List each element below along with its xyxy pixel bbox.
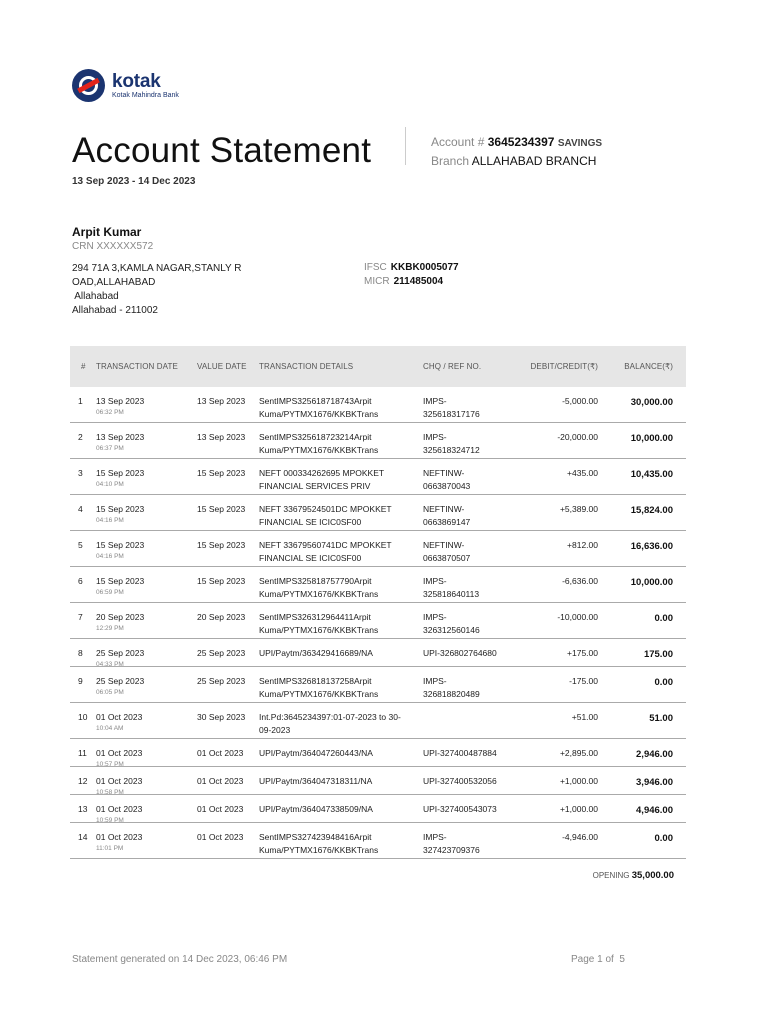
row-ref-line: 325818640113 xyxy=(423,588,480,599)
row-time: 04:16 PM xyxy=(96,516,124,524)
row-transaction-date xyxy=(96,495,197,530)
row-value-date: 13 Sep 2023 xyxy=(197,432,246,442)
row-amount: -20,000.00 xyxy=(557,432,598,442)
row-amount: -6,636.00 xyxy=(562,576,598,586)
row-time: 11:01 PM xyxy=(96,844,124,852)
row-details-line: Kuma/PYTMX1676/KKBKTrans xyxy=(259,624,379,635)
row-amount: +1,000.00 xyxy=(559,776,598,786)
row-transaction-date xyxy=(96,823,197,858)
row-details-line: Kuma/PYTMX1676/KKBKTrans xyxy=(259,408,379,419)
row-details-line: Kuma/PYTMX1676/KKBKTrans xyxy=(259,844,379,855)
row-index: 4 xyxy=(78,504,83,514)
row-amount: +2,895.00 xyxy=(559,748,598,758)
page-title: Account Statement xyxy=(72,131,372,170)
row-index: 10 xyxy=(78,712,88,722)
row-time: 06:37 PM xyxy=(96,444,124,452)
table-row xyxy=(70,667,686,703)
row-transaction-date xyxy=(96,795,197,822)
micr-info xyxy=(364,276,443,287)
row-value-date: 15 Sep 2023 xyxy=(197,504,246,514)
row-details-line: Kuma/PYTMX1676/KKBKTrans xyxy=(259,688,379,699)
header-balance: BALANCE(₹) xyxy=(624,362,673,371)
row-balance: 2,946.00 xyxy=(636,749,673,760)
row-ref-line: UPI-327400543073 xyxy=(423,804,497,814)
row-date: 15 Sep 2023 xyxy=(96,540,145,550)
row-value-date: 20 Sep 2023 xyxy=(197,612,246,622)
row-ref-line: IMPS- xyxy=(423,396,447,406)
row-amount: +175.00 xyxy=(567,648,598,658)
table-row xyxy=(70,567,686,603)
table-row xyxy=(70,639,686,667)
row-index: 5 xyxy=(78,540,83,550)
row-ref-line: 325618317176 xyxy=(423,408,480,419)
row-amount: +812.00 xyxy=(567,540,598,550)
row-ref xyxy=(423,603,527,638)
row-details xyxy=(259,603,423,638)
row-details xyxy=(259,667,423,702)
row-index: 11 xyxy=(78,748,87,758)
row-transaction-date xyxy=(96,567,197,602)
ifsc-info xyxy=(364,262,459,273)
row-details-line: Int.Pd:3645234397:01-07-2023 to 30- xyxy=(259,712,401,722)
row-date: 01 Oct 2023 xyxy=(96,712,143,722)
row-ref-line: UPI-327400532056 xyxy=(423,776,497,786)
row-details xyxy=(259,387,423,422)
row-ref xyxy=(423,639,527,666)
row-balance: 10,435.00 xyxy=(630,469,673,480)
customer-crn: CRN XXXXXX572 xyxy=(72,241,154,252)
row-details xyxy=(259,495,423,530)
ifsc-code: KKBK0005077 xyxy=(390,262,459,273)
row-ref xyxy=(423,667,527,702)
account-info xyxy=(431,135,602,149)
row-details xyxy=(259,795,423,822)
row-details-line: SentIMPS325618723214Arpit xyxy=(259,432,372,442)
table-body xyxy=(70,387,686,859)
row-balance: 175.00 xyxy=(643,649,673,660)
row-time: 04:33 PM xyxy=(96,660,124,668)
row-date: 01 Oct 2023 xyxy=(96,748,143,758)
row-details-line: UPI/Paytm/364047338509/NA xyxy=(259,804,373,814)
row-details xyxy=(259,739,423,766)
row-ref xyxy=(423,531,527,566)
row-transaction-date xyxy=(96,703,197,738)
row-date: 15 Sep 2023 xyxy=(96,576,145,586)
header-divider xyxy=(405,127,406,165)
kotak-logo-icon xyxy=(72,69,105,102)
row-value-date: 30 Sep 2023 xyxy=(197,712,246,722)
row-ref-line: IMPS- xyxy=(423,676,447,686)
row-date: 15 Sep 2023 xyxy=(96,468,145,478)
ifsc-label: IFSC xyxy=(364,262,387,273)
row-value-date: 25 Sep 2023 xyxy=(197,648,246,658)
row-balance: 4,946.00 xyxy=(636,805,673,816)
row-amount: -4,946.00 xyxy=(562,832,598,842)
row-transaction-date xyxy=(96,603,197,638)
row-transaction-date xyxy=(96,387,197,422)
row-ref-line: 327423709376 xyxy=(423,844,480,855)
row-time: 06:32 PM xyxy=(96,408,124,416)
row-time: 06:05 PM xyxy=(96,688,124,696)
address-line: OAD,ALLAHABAD xyxy=(72,277,156,288)
branch-name: ALLAHABAD BRANCH xyxy=(471,154,597,168)
row-ref-line: 325618324712 xyxy=(423,444,480,455)
table-row xyxy=(70,423,686,459)
table-row xyxy=(70,495,686,531)
row-date: 25 Sep 2023 xyxy=(96,676,145,686)
row-value-date: 15 Sep 2023 xyxy=(197,540,246,550)
row-index: 13 xyxy=(78,804,88,814)
row-details-line: SentIMPS325618718743Arpit xyxy=(259,396,372,406)
row-balance: 0.00 xyxy=(654,613,673,624)
header-details: TRANSACTION DETAILS xyxy=(259,362,354,371)
row-details xyxy=(259,823,423,858)
row-value-date: 15 Sep 2023 xyxy=(197,468,246,478)
table-row xyxy=(70,739,686,767)
row-transaction-date xyxy=(96,667,197,702)
row-time: 06:59 PM xyxy=(96,588,124,596)
account-number: 3645234397 xyxy=(487,135,555,149)
row-transaction-date xyxy=(96,531,197,566)
row-details-line: 09-2023 xyxy=(259,724,291,735)
address-line: Allahabad - 211002 xyxy=(72,305,158,316)
row-details-line: UPI/Paytm/364047318311/NA xyxy=(259,776,373,786)
branch-label: Branch xyxy=(431,154,470,168)
row-date: 13 Sep 2023 xyxy=(96,432,145,442)
branch-info xyxy=(431,154,596,168)
row-details-line: UPI/Paytm/364047260443/NA xyxy=(259,748,373,758)
row-ref xyxy=(423,459,527,494)
row-details xyxy=(259,703,423,738)
row-ref-line: 326312560146 xyxy=(423,624,480,635)
row-ref-line: IMPS- xyxy=(423,832,447,842)
header-ref: CHQ / REF NO. xyxy=(423,362,482,371)
row-ref xyxy=(423,823,527,858)
row-details-line: FINANCIAL SERVICES PRIV xyxy=(259,480,371,491)
row-time: 10:04 AM xyxy=(96,724,124,732)
row-details-line: Kuma/PYTMX1676/KKBKTrans xyxy=(259,444,379,455)
row-details-line: Kuma/PYTMX1676/KKBKTrans xyxy=(259,588,379,599)
account-label: Account # xyxy=(431,135,485,149)
row-value-date: 01 Oct 2023 xyxy=(197,804,244,814)
row-value-date: 01 Oct 2023 xyxy=(197,776,244,786)
row-details-line: NEFT 000334262695 MPOKKET xyxy=(259,468,385,478)
row-transaction-date xyxy=(96,423,197,458)
row-time: 10:59 PM xyxy=(96,816,124,824)
row-ref-line: 0663870043 xyxy=(423,480,471,491)
table-row xyxy=(70,767,686,795)
row-ref xyxy=(423,567,527,602)
row-details-line: FINANCIAL SE ICIC0SF00 xyxy=(259,516,362,527)
row-date: 01 Oct 2023 xyxy=(96,804,143,814)
row-balance: 10,000.00 xyxy=(630,577,673,588)
row-index: 14 xyxy=(78,832,88,842)
table-row xyxy=(70,387,686,423)
row-value-date: 13 Sep 2023 xyxy=(197,396,246,406)
row-time: 10:57 PM xyxy=(96,760,124,768)
table-header xyxy=(70,346,686,387)
row-ref-line: 0663869147 xyxy=(423,516,471,527)
row-balance: 0.00 xyxy=(654,833,673,844)
row-balance: 0.00 xyxy=(654,677,673,688)
row-ref-line: UPI-326802764680 xyxy=(423,648,497,658)
row-balance: 10,000.00 xyxy=(630,433,673,444)
row-value-date: 25 Sep 2023 xyxy=(197,676,246,686)
row-amount: -5,000.00 xyxy=(562,396,598,406)
row-ref-line: 0663870507 xyxy=(423,552,471,563)
table-row xyxy=(70,703,686,739)
row-details-line: FINANCIAL SE ICIC0SF00 xyxy=(259,552,362,563)
row-amount: +1,000.00 xyxy=(559,804,598,814)
row-time: 04:16 PM xyxy=(96,552,124,560)
row-amount: -10,000.00 xyxy=(557,612,598,622)
account-type: SAVINGS xyxy=(557,138,603,149)
header-transaction-date: TRANSACTION DATE xyxy=(96,362,178,371)
row-index: 2 xyxy=(78,432,83,442)
row-details xyxy=(259,567,423,602)
row-balance: 30,000.00 xyxy=(630,397,673,408)
statement-period: 13 Sep 2023 - 14 Dec 2023 xyxy=(72,176,196,187)
row-date: 20 Sep 2023 xyxy=(96,612,145,622)
transactions-table xyxy=(70,346,686,859)
row-details xyxy=(259,459,423,494)
row-amount: +51.00 xyxy=(571,712,598,722)
row-ref-line: NEFTINW- xyxy=(423,504,465,514)
customer-address xyxy=(72,262,242,318)
row-transaction-date xyxy=(96,459,197,494)
page-indicator: Page 1 of 5 xyxy=(571,954,625,965)
row-balance: 15,824.00 xyxy=(630,505,673,516)
row-balance: 16,636.00 xyxy=(630,541,673,552)
address-line: Allahabad xyxy=(72,291,119,302)
row-index: 6 xyxy=(78,576,83,586)
opening-label: OPENING xyxy=(592,871,630,880)
opening-amount: 35,000.00 xyxy=(631,870,674,881)
row-details xyxy=(259,423,423,458)
row-time: 04:10 PM xyxy=(96,480,124,488)
row-details-line: SentIMPS325818757790Arpit xyxy=(259,576,372,586)
row-index: 3 xyxy=(78,468,83,478)
row-amount: -175.00 xyxy=(569,676,598,686)
table-row xyxy=(70,459,686,495)
row-index: 9 xyxy=(78,676,83,686)
row-ref-line: IMPS- xyxy=(423,432,447,442)
row-details-line: SentIMPS326312964411Arpit xyxy=(259,612,371,622)
micr-code: 211485004 xyxy=(393,276,444,287)
row-details-line: NEFT 33679560741DC MPOKKET xyxy=(259,540,392,550)
row-date: 13 Sep 2023 xyxy=(96,396,145,406)
row-ref xyxy=(423,767,527,794)
row-ref xyxy=(423,423,527,458)
row-index: 7 xyxy=(78,612,83,622)
row-ref xyxy=(423,495,527,530)
row-ref xyxy=(423,739,527,766)
row-ref-line: NEFTINW- xyxy=(423,468,465,478)
row-details-line: SentIMPS326818137258Arpit xyxy=(259,676,372,686)
row-value-date: 15 Sep 2023 xyxy=(197,576,246,586)
row-details-line: NEFT 33679524501DC MPOKKET xyxy=(259,504,392,514)
row-ref xyxy=(423,703,527,738)
row-date: 01 Oct 2023 xyxy=(96,832,143,842)
row-value-date: 01 Oct 2023 xyxy=(197,832,244,842)
row-ref-line: 326818820489 xyxy=(423,688,480,699)
row-details xyxy=(259,531,423,566)
row-details-line: UPI/Paytm/363429416689/NA xyxy=(259,648,373,658)
bank-logo xyxy=(72,68,179,102)
row-time: 10:58 PM xyxy=(96,788,124,796)
bank-name: kotak xyxy=(112,70,161,92)
row-date: 01 Oct 2023 xyxy=(96,776,143,786)
row-balance: 51.00 xyxy=(649,713,673,724)
header-index: # xyxy=(81,362,86,371)
row-ref xyxy=(423,795,527,822)
row-details-line: SentIMPS327423948416Arpit xyxy=(259,832,372,842)
row-details xyxy=(259,767,423,794)
row-date: 15 Sep 2023 xyxy=(96,504,145,514)
table-row xyxy=(70,823,686,859)
row-transaction-date xyxy=(96,639,197,666)
header-debit-credit: DEBIT/CREDIT(₹) xyxy=(530,362,598,371)
table-row xyxy=(70,795,686,823)
header-value-date: VALUE DATE xyxy=(197,362,247,371)
row-transaction-date xyxy=(96,739,197,766)
bank-subtitle: Kotak Mahindra Bank xyxy=(112,91,179,99)
row-amount: +435.00 xyxy=(567,468,598,478)
row-ref-line: NEFTINW- xyxy=(423,540,465,550)
row-date: 25 Sep 2023 xyxy=(96,648,145,658)
micr-label: MICR xyxy=(364,276,390,287)
customer-name: Arpit Kumar xyxy=(72,225,142,239)
row-balance: 3,946.00 xyxy=(636,777,673,788)
generated-note: Statement generated on 14 Dec 2023, 06:46 PM xyxy=(72,954,288,965)
row-index: 1 xyxy=(78,396,83,406)
table-row xyxy=(70,603,686,639)
opening-balance xyxy=(593,870,674,881)
row-amount: +5,389.00 xyxy=(559,504,598,514)
row-transaction-date xyxy=(96,767,197,794)
table-row xyxy=(70,531,686,567)
row-index: 12 xyxy=(78,776,88,786)
row-ref-line: UPI-327400487884 xyxy=(423,748,497,758)
row-ref-line: IMPS- xyxy=(423,576,447,586)
row-ref xyxy=(423,387,527,422)
row-details xyxy=(259,639,423,666)
row-index: 8 xyxy=(78,648,83,658)
address-line: 294 71A 3,KAMLA NAGAR,STANLY R xyxy=(72,263,242,274)
row-time: 12:29 PM xyxy=(96,624,124,632)
row-value-date: 01 Oct 2023 xyxy=(197,748,244,758)
row-ref-line: IMPS- xyxy=(423,612,447,622)
